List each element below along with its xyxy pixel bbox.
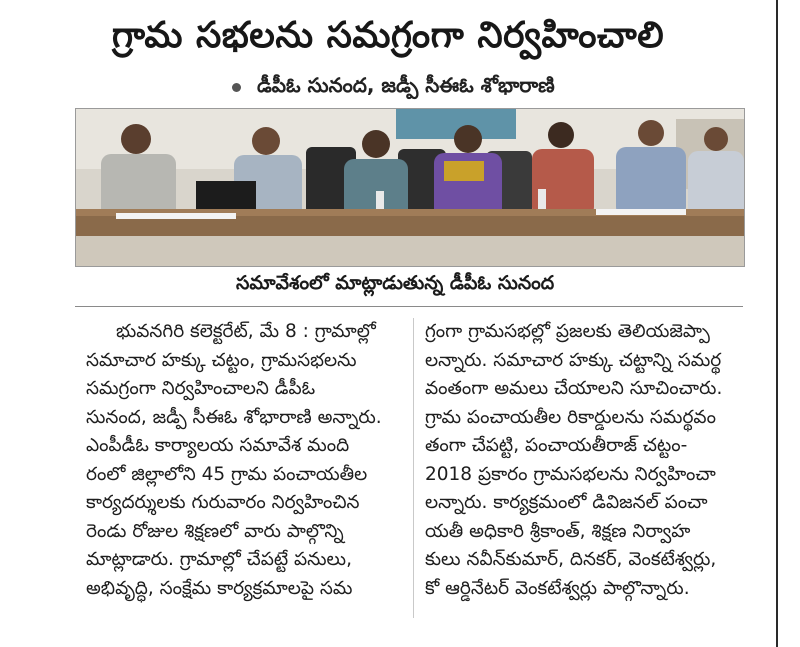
body-line: కార్యదర్శులకు గురువారం నిర్వహించిన [86,492,360,513]
body-line: మాట్లాడారు. గ్రామాల్లో చేపట్టే పనులు, [86,549,352,570]
bullet-icon [232,83,241,92]
body-line: సమగ్రంగా నిర్వహించాలని డీపీఓ [86,378,316,399]
caption-divider [75,306,743,307]
body-line: వంతంగా అమలు చేయాలని సూచించారు. [425,378,723,399]
subheadline [232,70,555,104]
body-line: సునంద, జడ్పీ సీఈఓ శోభారాణి అన్నారు. [86,406,382,428]
body-line: రంలో జిల్లాలోని 45 గ్రామ పంచాయతీల [86,463,368,485]
article-column-right [425,318,743,603]
body-line: లన్నారు. కార్యక్రమంలో డివిజనల్ పంచా [425,492,708,513]
body-line: సమాచార హక్కు చట్టం, గ్రామసభలను [86,349,357,371]
body-line: రెండు రోజుల శిక్షణలో వారు పాల్గొన్ని [86,520,344,542]
subheadline-text: డీపీఓ సునంద, జడ్పీ సీఈఓ శోభారాణి [257,72,555,97]
body-line: గ్రంగా గ్రామసభల్లో ప్రజలకు తెలియజెప్పా [425,321,710,342]
body-line: 2018 ప్రకారం గ్రామసభలను నిర్వహించా [425,463,716,485]
photo-caption: సమావేశంలో మాట్లాడుతున్న డీపీఓ సునంద [236,272,555,294]
body-line: గ్రామ పంచాయతీల రికార్డులను సమర్థవం [425,406,716,428]
body-line: యతీ అధికారి శ్రీకాంత్, శిక్షణ నిర్వాహ [425,520,691,542]
article-column-left [86,318,402,603]
body-line: లన్నారు. సమాచార హక్కు చట్టాన్ని సమర్థ [425,349,722,371]
body-line: అభివృద్ధి, సంక్షేమ కార్యక్రమాలపై సమ [86,577,353,599]
body-line: కులు నవీన్‌కుమార్, దినకర్, వెంకటేశ్వర్లు, [425,549,717,570]
body-line: కో ఆర్డినేటర్ వెంకటేశ్వర్లు పాల్గొన్నారు. [425,577,690,599]
headline: గ్రామ సభలను సమగ్రంగా నిర్వహించాలి [111,15,665,56]
body-line: భువనగిరి కలెక్టరేట్, మే 8 : గ్రామాల్లో [116,321,376,342]
news-photo [75,108,745,267]
column-divider [413,318,414,618]
body-line: ఎంపీడీఓ కార్యాలయ సమావేశ మంది [86,435,350,456]
page-edge-rule [776,0,778,647]
body-line: తంగా చేపట్టి, పంచాయతీరాజ్ చట్టం- [425,435,688,456]
meeting-photo-illustration [76,109,744,266]
